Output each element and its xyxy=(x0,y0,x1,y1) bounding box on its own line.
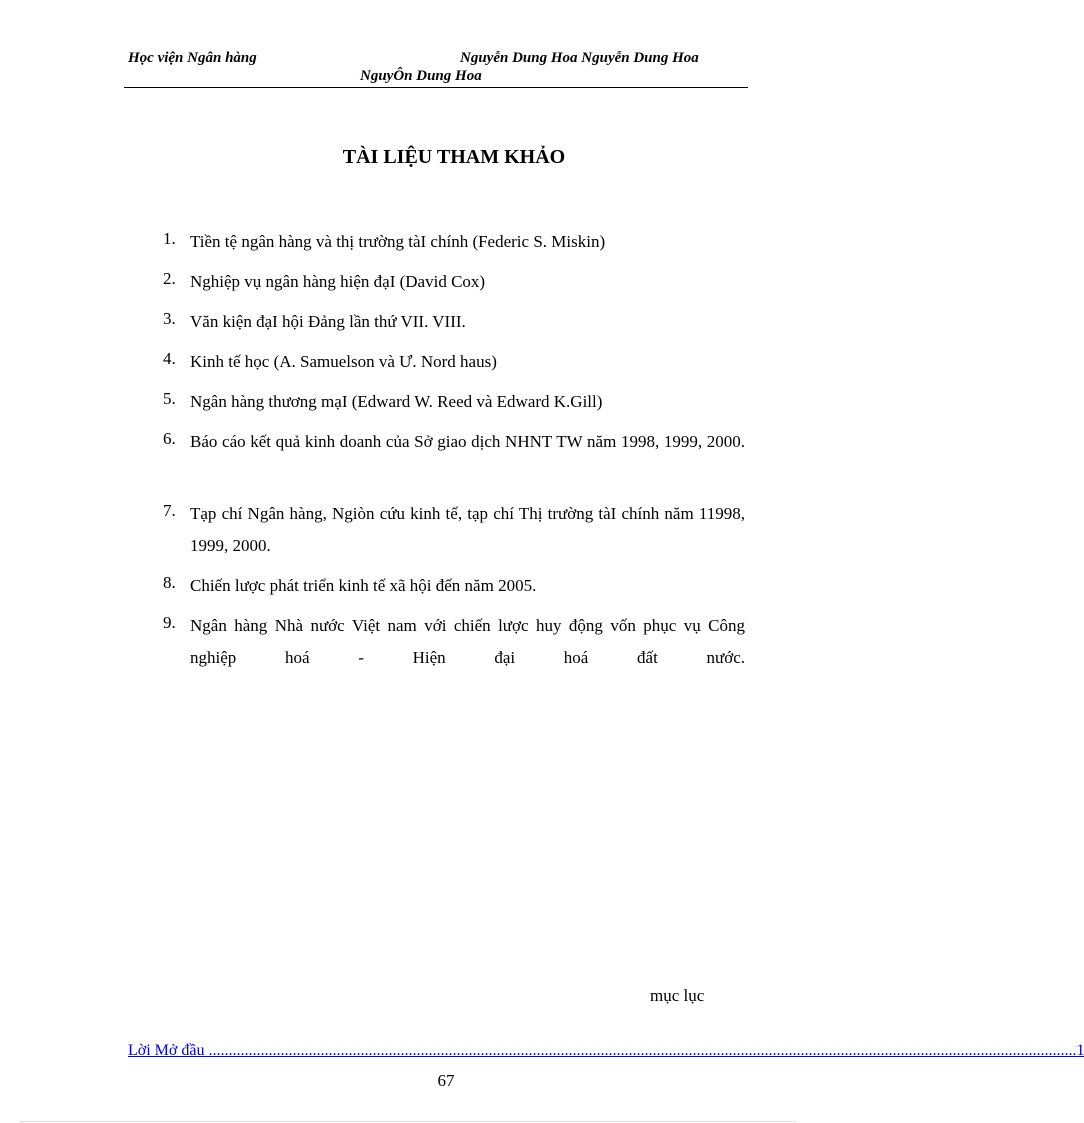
page-title: TÀI LIỆU THAM KHẢO xyxy=(342,146,566,168)
reference-item xyxy=(163,610,745,674)
reference-item xyxy=(163,346,745,378)
reference-number: 8. xyxy=(163,573,176,592)
toc-leader-dots: ......................................................................................................................................................................................................................... xyxy=(204,1042,1077,1059)
reference-number: 9. xyxy=(163,613,176,632)
reference-item xyxy=(163,266,745,298)
reference-text: Tiền tệ ngân hàng và thị trường tàI chính (Federic S. Miskin) xyxy=(190,232,606,251)
reference-item xyxy=(163,426,745,458)
page-number: 67 xyxy=(437,1071,455,1090)
toc-entry-label: Lời Mở đầu xyxy=(128,1042,205,1059)
reference-number: 2. xyxy=(163,269,176,288)
header-author: Nguyễn Dung Hoa Nguyễn Dung Hoa xyxy=(460,50,699,66)
reference-text: Nghiệp vụ ngân hàng hiện đạI (David Cox) xyxy=(190,272,486,291)
reference-number: 3. xyxy=(163,309,176,328)
header-institution: Học viện Ngân hàng xyxy=(128,50,257,66)
reference-text: Báo cáo kết quả kinh doanh của Sở giao dịch NHNT TW năm 1998, 1999, 2000. xyxy=(190,432,745,451)
reference-text: Kinh tế học (A. Samuelson và Ư. Nord haus) xyxy=(190,352,497,371)
reference-text: Tạp chí Ngân hàng, Ngiòn cứu kinh tế, tạp chí Thị trường tàI chính năm 11998, 1999, 2000. xyxy=(190,504,745,555)
reference-number: 5. xyxy=(163,389,176,408)
reference-number: 7. xyxy=(163,501,176,520)
header-divider xyxy=(124,87,748,88)
reference-item xyxy=(163,498,745,562)
reference-text: Ngân hàng thương mạI (Edward W. Reed và Edward K.Gill) xyxy=(190,392,603,411)
header-author-sub: NguyÔn Dung Hoa xyxy=(360,68,482,84)
toc-entry-link[interactable] xyxy=(128,1042,1084,1060)
reference-number: 1. xyxy=(163,229,176,248)
reference-text: Chiến lược phát triển kinh tế xã hội đến năm 2005. xyxy=(190,576,537,595)
toc-title: mục lục xyxy=(650,986,705,1005)
reference-text: Văn kiện đạI hội Đảng lần thứ VII. VIII. xyxy=(190,312,466,331)
reference-item xyxy=(163,570,745,602)
reference-number: 6. xyxy=(163,429,176,448)
reference-number: 4. xyxy=(163,349,176,368)
page-bottom-edge xyxy=(20,1121,796,1122)
reference-item xyxy=(163,386,745,418)
reference-text: Ngân hàng Nhà nước Việt nam với chiến lược huy động vốn phục vụ Công nghiệp hoá - Hiện đại hoá đất nước. xyxy=(190,616,745,667)
reference-item xyxy=(163,226,745,258)
toc-entry-page: 1 xyxy=(1076,1042,1084,1059)
reference-item xyxy=(163,306,745,338)
